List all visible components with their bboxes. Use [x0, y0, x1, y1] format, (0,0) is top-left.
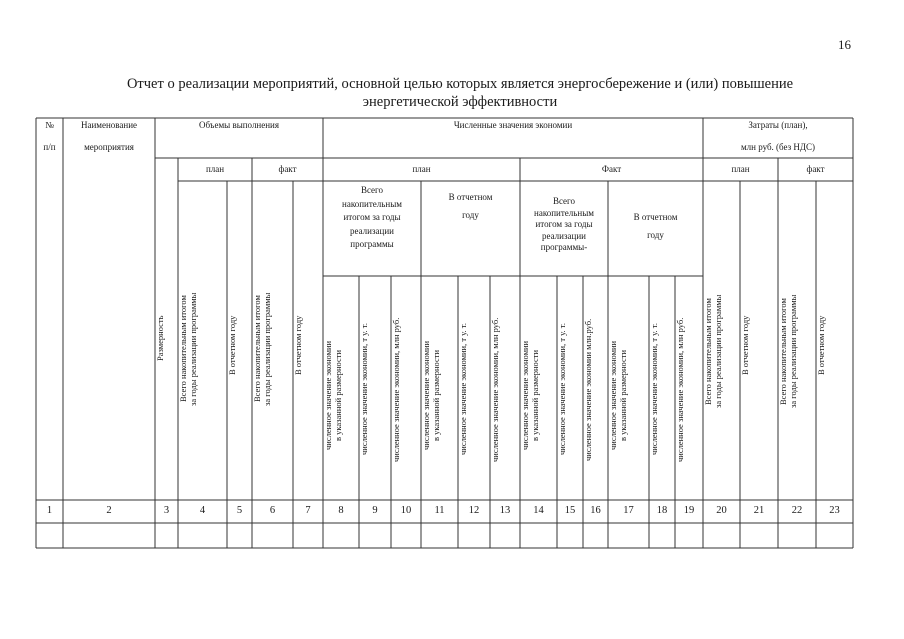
col-number: 21	[753, 505, 765, 516]
col-number: 10	[400, 505, 412, 516]
col-3-header: Размерность	[155, 315, 165, 361]
col-14-header: численное значение экономии в указанной размерности	[520, 340, 540, 450]
col-23-header: В отчетном году	[816, 315, 826, 375]
col-number: 2	[106, 505, 112, 516]
col-13-header: численное значение экономии, млн руб.	[490, 317, 500, 462]
col-number: 16	[590, 505, 601, 516]
col-9-header: численное значение экономии, т у. т.	[359, 323, 369, 456]
report-title-line2: энергетической эффективности	[362, 94, 558, 110]
col-number: 20	[716, 505, 727, 516]
col-number: 12	[468, 505, 480, 516]
col-number: 5	[236, 505, 243, 516]
col-5-header: В отчетном году	[227, 315, 237, 375]
header-fact-total-cumulative: Всего накопительным итогом за годы реализации программы-	[534, 196, 594, 252]
col-number: 23	[829, 505, 840, 516]
col-number: 11	[434, 505, 445, 516]
header-fact-in-year: В отчетном году	[633, 212, 678, 240]
col-10-header: численное значение экономии, млн руб.	[391, 317, 401, 462]
col-number: 6	[269, 505, 276, 516]
col-16-header: численное значение экономии млн.руб.	[583, 318, 593, 461]
header-savings: Численные значения экономии	[453, 120, 573, 130]
report-title-line1: Отчет о реализации мероприятий, основной целью которых является энергосбережение и (или) повышение	[126, 76, 794, 92]
col-number: 22	[791, 505, 803, 516]
col-19-header: численное значение экономии, млн руб.	[675, 317, 685, 462]
header-costs-fact: факт	[806, 164, 825, 174]
header-name-line2: мероприятия	[84, 142, 134, 152]
page-number: 16	[838, 37, 851, 52]
header-volumes-fact: факт	[278, 164, 297, 174]
header-plan-in-year: В отчетном году	[448, 192, 493, 220]
header-volumes: Объемы выполнения	[198, 120, 280, 130]
col-number: 4	[199, 505, 206, 516]
col-21-header: В отчетном году	[740, 315, 750, 375]
header-costs-line2: млн руб. (без НДС)	[740, 142, 816, 152]
col-number: 7	[305, 505, 311, 516]
col-22-header: Всего накопительным итогом за годы реализации программы	[778, 294, 798, 409]
col-18-header: численное значение экономии, т у. т.	[649, 323, 659, 456]
header-no-line1: №	[45, 120, 54, 130]
header-costs-plan: план	[731, 164, 750, 174]
header-name-line1: Наименование	[80, 120, 138, 130]
col-11-header: численное значение экономии в указанной размерности	[421, 340, 441, 450]
col-4-header: Всего накопительным итогом за годы реализации программы	[178, 292, 198, 406]
col-17-header: численное значение экономии в указанной размерности	[608, 340, 628, 450]
col-number: 19	[683, 505, 695, 516]
col-number: 17	[623, 505, 634, 516]
col-7-header: В отчетном году	[293, 315, 303, 375]
col-number: 9	[372, 505, 378, 516]
col-number: 1	[46, 505, 53, 516]
header-costs-line1: Затраты (план),	[748, 120, 808, 130]
header-plan-total-cumulative: Всего накопительным итогом за годы реализации программы	[342, 185, 402, 249]
header-savings-fact: Факт	[601, 164, 622, 174]
col-number: 3	[163, 505, 170, 516]
col-8-header: численное значение экономии в указанной размерности	[323, 340, 343, 450]
col-12-header: численное значение экономии, т у. т.	[458, 323, 468, 456]
col-number: 14	[533, 505, 544, 516]
col-6-header: Всего накопительным итогом за годы реализации программы	[252, 292, 272, 406]
col-number: 18	[656, 505, 668, 516]
col-20-header: Всего накопительным итогом за годы реализации программы	[703, 294, 723, 409]
header-savings-plan: план	[412, 164, 431, 174]
header-no-line2: п/п	[43, 142, 56, 152]
col-number: 15	[564, 505, 576, 516]
header-volumes-plan: план	[205, 164, 225, 174]
col-number: 8	[338, 505, 344, 516]
col-15-header: численное значение экономии, т у. т.	[557, 323, 567, 456]
col-number: 13	[499, 505, 511, 516]
